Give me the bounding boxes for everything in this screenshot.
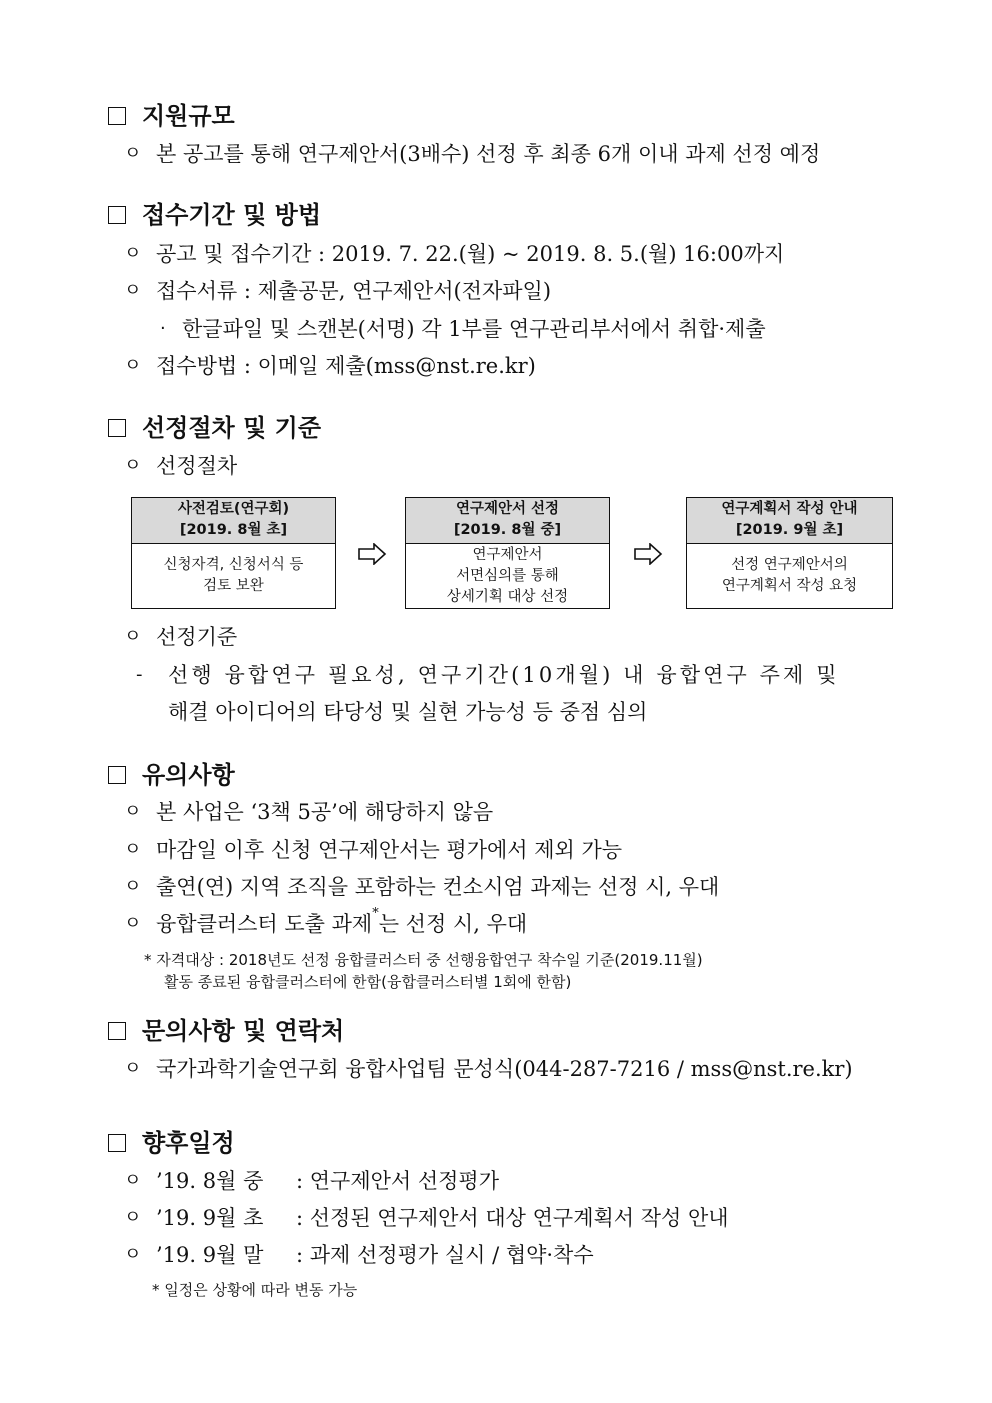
item-text: 공고 및 접수기간 : 2019. 7. 22.(월) ~ 2019. 8. 5.(월) 16:00까지 [156, 242, 785, 266]
footnote-text: 자격대상 : 2018년도 선정 융합클러스터 중 선행융합연구 착수일 기준(2019.11월) [156, 951, 703, 969]
circle-bullet-icon: ㅇ [124, 839, 142, 860]
circle-bullet-icon: ㅇ [124, 1170, 142, 1191]
list-item [124, 451, 237, 481]
item-text: 한글파일 및 스캔본(서명) 각 1부를 연구관리부서에서 취합·제출 [182, 317, 766, 341]
section-heading-support-scale [108, 101, 235, 131]
schedule-row [124, 1166, 499, 1196]
footnote [144, 950, 703, 970]
circle-bullet-icon: ㅇ [124, 801, 142, 822]
dot-bullet-icon: · [160, 318, 166, 339]
circle-bullet-icon: ㅇ [124, 626, 142, 647]
section-heading-selection [108, 413, 321, 443]
section-title: 향후일정 [142, 1129, 235, 1157]
flow-step-header [132, 498, 335, 544]
list-item [124, 276, 551, 306]
item-text: 접수서류 : 제출공문, 연구제안서(전자파일) [156, 279, 552, 303]
flow-step-text: 신청자격, 신청서식 등 [163, 557, 304, 573]
square-bullet-icon [108, 766, 126, 784]
flow-step-title: 사전검토(연구회) [177, 501, 290, 517]
hollow-right-arrow-icon [633, 543, 663, 565]
circle-bullet-icon: ㅇ [124, 876, 142, 897]
item-text: 마감일 이후 신청 연구제안서는 평가에서 제외 가능 [156, 838, 623, 862]
footnote-marker: * [144, 951, 152, 969]
list-item-continuation [168, 697, 647, 727]
item-text: 해결 아이디어의 타당성 및 실현 가능성 등 중점 심의 [168, 700, 648, 724]
footnote-marker: * [152, 1281, 160, 1299]
schedule-date: ’19. 9월 말 [156, 1243, 264, 1267]
flow-step-text: 검토 보완 [203, 578, 264, 594]
flow-step-date: [2019. 8월 중] [453, 522, 562, 538]
flow-step-header [406, 498, 609, 544]
flow-step-text: 연구계획서 작성 요청 [721, 578, 858, 594]
item-text: 선정기준 [156, 625, 238, 649]
item-text: 접수방법 : 이메일 제출(mss@nst.re.kr) [156, 354, 536, 378]
flow-step-proposal-selection [405, 497, 610, 609]
dash-bullet-icon: - [136, 664, 143, 685]
flow-step-date: [2019. 8월 초] [179, 522, 288, 538]
footnote-marker: * [372, 906, 379, 921]
circle-bullet-icon: ㅇ [124, 913, 142, 934]
list-item [124, 239, 784, 269]
schedule-desc: : 연구제안서 선정평가 [296, 1169, 499, 1193]
flow-step-date: [2019. 9월 초] [735, 522, 844, 538]
item-text: 융합클러스터 도출 과제 [156, 912, 373, 936]
flow-step-title: 연구제안서 선정 [455, 501, 560, 517]
circle-bullet-icon: ㅇ [124, 280, 142, 301]
section-title: 지원규모 [142, 102, 235, 130]
item-text: 본 공고를 통해 연구제안서(3배수) 선정 후 최종 6개 이내 과제 선정 예정 [156, 142, 821, 166]
schedule-desc: : 선정된 연구제안서 대상 연구계획서 작성 안내 [296, 1206, 729, 1230]
circle-bullet-icon: ㅇ [124, 1058, 142, 1079]
footnote [152, 1280, 357, 1300]
schedule-row [124, 1240, 594, 1270]
list-item [124, 1054, 853, 1084]
circle-bullet-icon: ㅇ [124, 355, 142, 376]
section-heading-notes [108, 760, 235, 790]
list-item [124, 622, 237, 652]
flow-step-body [406, 544, 609, 608]
flow-step-text: 서면심의를 통해 [456, 567, 559, 584]
item-text: 선행 융합연구 필요성, 연구기간(10개월) 내 융합연구 주제 및 [168, 663, 840, 687]
list-item [124, 139, 820, 169]
circle-bullet-icon: ㅇ [124, 1207, 142, 1228]
flow-step-pre-review [131, 497, 336, 609]
item-text: 는 선정 시, 우대 [378, 912, 528, 936]
list-item [124, 351, 536, 381]
list-item [124, 906, 528, 939]
section-heading-schedule [108, 1128, 235, 1158]
section-title: 선정절차 및 기준 [142, 414, 321, 442]
flow-step-text: 선정 연구제안서의 [731, 557, 848, 573]
flow-step-body [132, 544, 335, 608]
square-bullet-icon [108, 107, 126, 125]
flow-step-body [687, 544, 892, 608]
list-item [124, 872, 719, 902]
square-bullet-icon [108, 419, 126, 437]
circle-bullet-icon: ㅇ [124, 1244, 142, 1265]
section-title: 접수기간 및 방법 [142, 201, 321, 229]
flow-step-title: 연구계획서 작성 안내 [721, 501, 858, 517]
footnote-text: 활동 종료된 융합클러스터에 한함(융합클러스터별 1회에 한함) [164, 973, 572, 991]
circle-bullet-icon: ㅇ [124, 143, 142, 164]
section-heading-submission [108, 200, 321, 230]
square-bullet-icon [108, 206, 126, 224]
square-bullet-icon [108, 1022, 126, 1040]
section-heading-contact [108, 1016, 344, 1046]
flow-step-text: 연구제안서 [472, 546, 543, 563]
list-item-sub [160, 314, 766, 344]
circle-bullet-icon: ㅇ [124, 455, 142, 476]
schedule-date: ’19. 8월 중 [156, 1169, 264, 1193]
item-text: 출연(연) 지역 조직을 포함하는 컨소시엄 과제는 선정 시, 우대 [156, 875, 720, 899]
list-item [124, 835, 622, 865]
circle-bullet-icon: ㅇ [124, 243, 142, 264]
flow-step-header [687, 498, 892, 544]
item-text: 선정절차 [156, 454, 238, 478]
flow-step-text: 상세기획 대상 선정 [446, 588, 569, 605]
schedule-date: ’19. 9월 초 [156, 1206, 264, 1230]
footnote-continuation [164, 972, 571, 992]
item-text: 국가과학기술연구회 융합사업팀 문성식(044-287-7216 / mss@nst.re.kr) [156, 1057, 853, 1081]
section-title: 유의사항 [142, 761, 235, 789]
flow-step-plan-guide [686, 497, 893, 609]
section-title: 문의사항 및 연락처 [142, 1017, 345, 1045]
list-item-sub [136, 660, 840, 690]
footnote-text: 일정은 상황에 따라 변동 가능 [164, 1281, 358, 1299]
square-bullet-icon [108, 1134, 126, 1152]
item-text: 본 사업은 ‘3책 5공’에 해당하지 않음 [156, 800, 494, 824]
hollow-right-arrow-icon [357, 543, 387, 565]
schedule-row [124, 1203, 729, 1233]
list-item [124, 797, 493, 827]
schedule-desc: : 과제 선정평가 실시 / 협약·착수 [296, 1243, 594, 1267]
